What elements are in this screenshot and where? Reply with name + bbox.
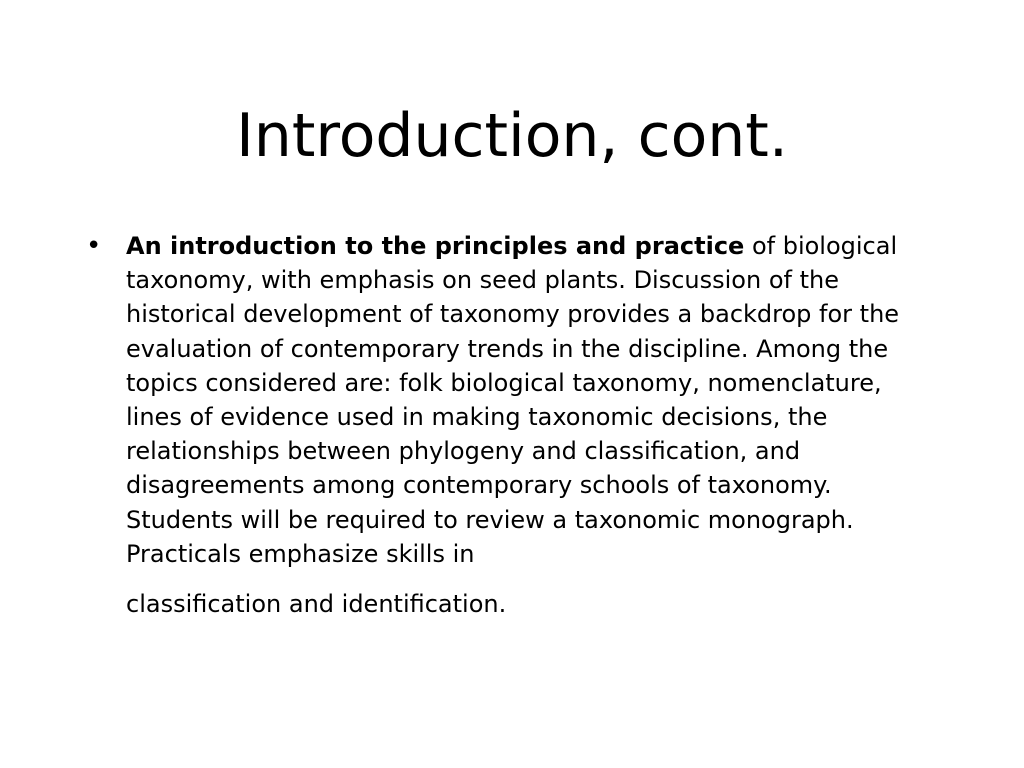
bullet-item	[86, 229, 946, 621]
bullet-text	[126, 229, 936, 621]
bullet-icon: •	[86, 231, 102, 261]
bullet-list	[86, 229, 946, 621]
slide-title: Introduction, cont.	[236, 101, 788, 171]
bullet-last-line: classification and identification.	[126, 590, 507, 619]
bullet-body-text: of biological taxonomy, with emphasis on seed plants. Discussion of the historical development of taxonomy provides a backdrop for the evaluation of contemporary trends in the discipline. Among the topics considered are: folk biological taxonomy, nomenclature, lines of evidence used in making taxonomic decisions, the relationships between phylogeny and classification, and disagreements among contemporary schools of taxonomy. Students will be required to review a taxonomic monograph. Practicals emphasize skills in	[126, 232, 900, 568]
bullet-bold-text: An introduction to the principles and practice	[126, 232, 745, 260]
